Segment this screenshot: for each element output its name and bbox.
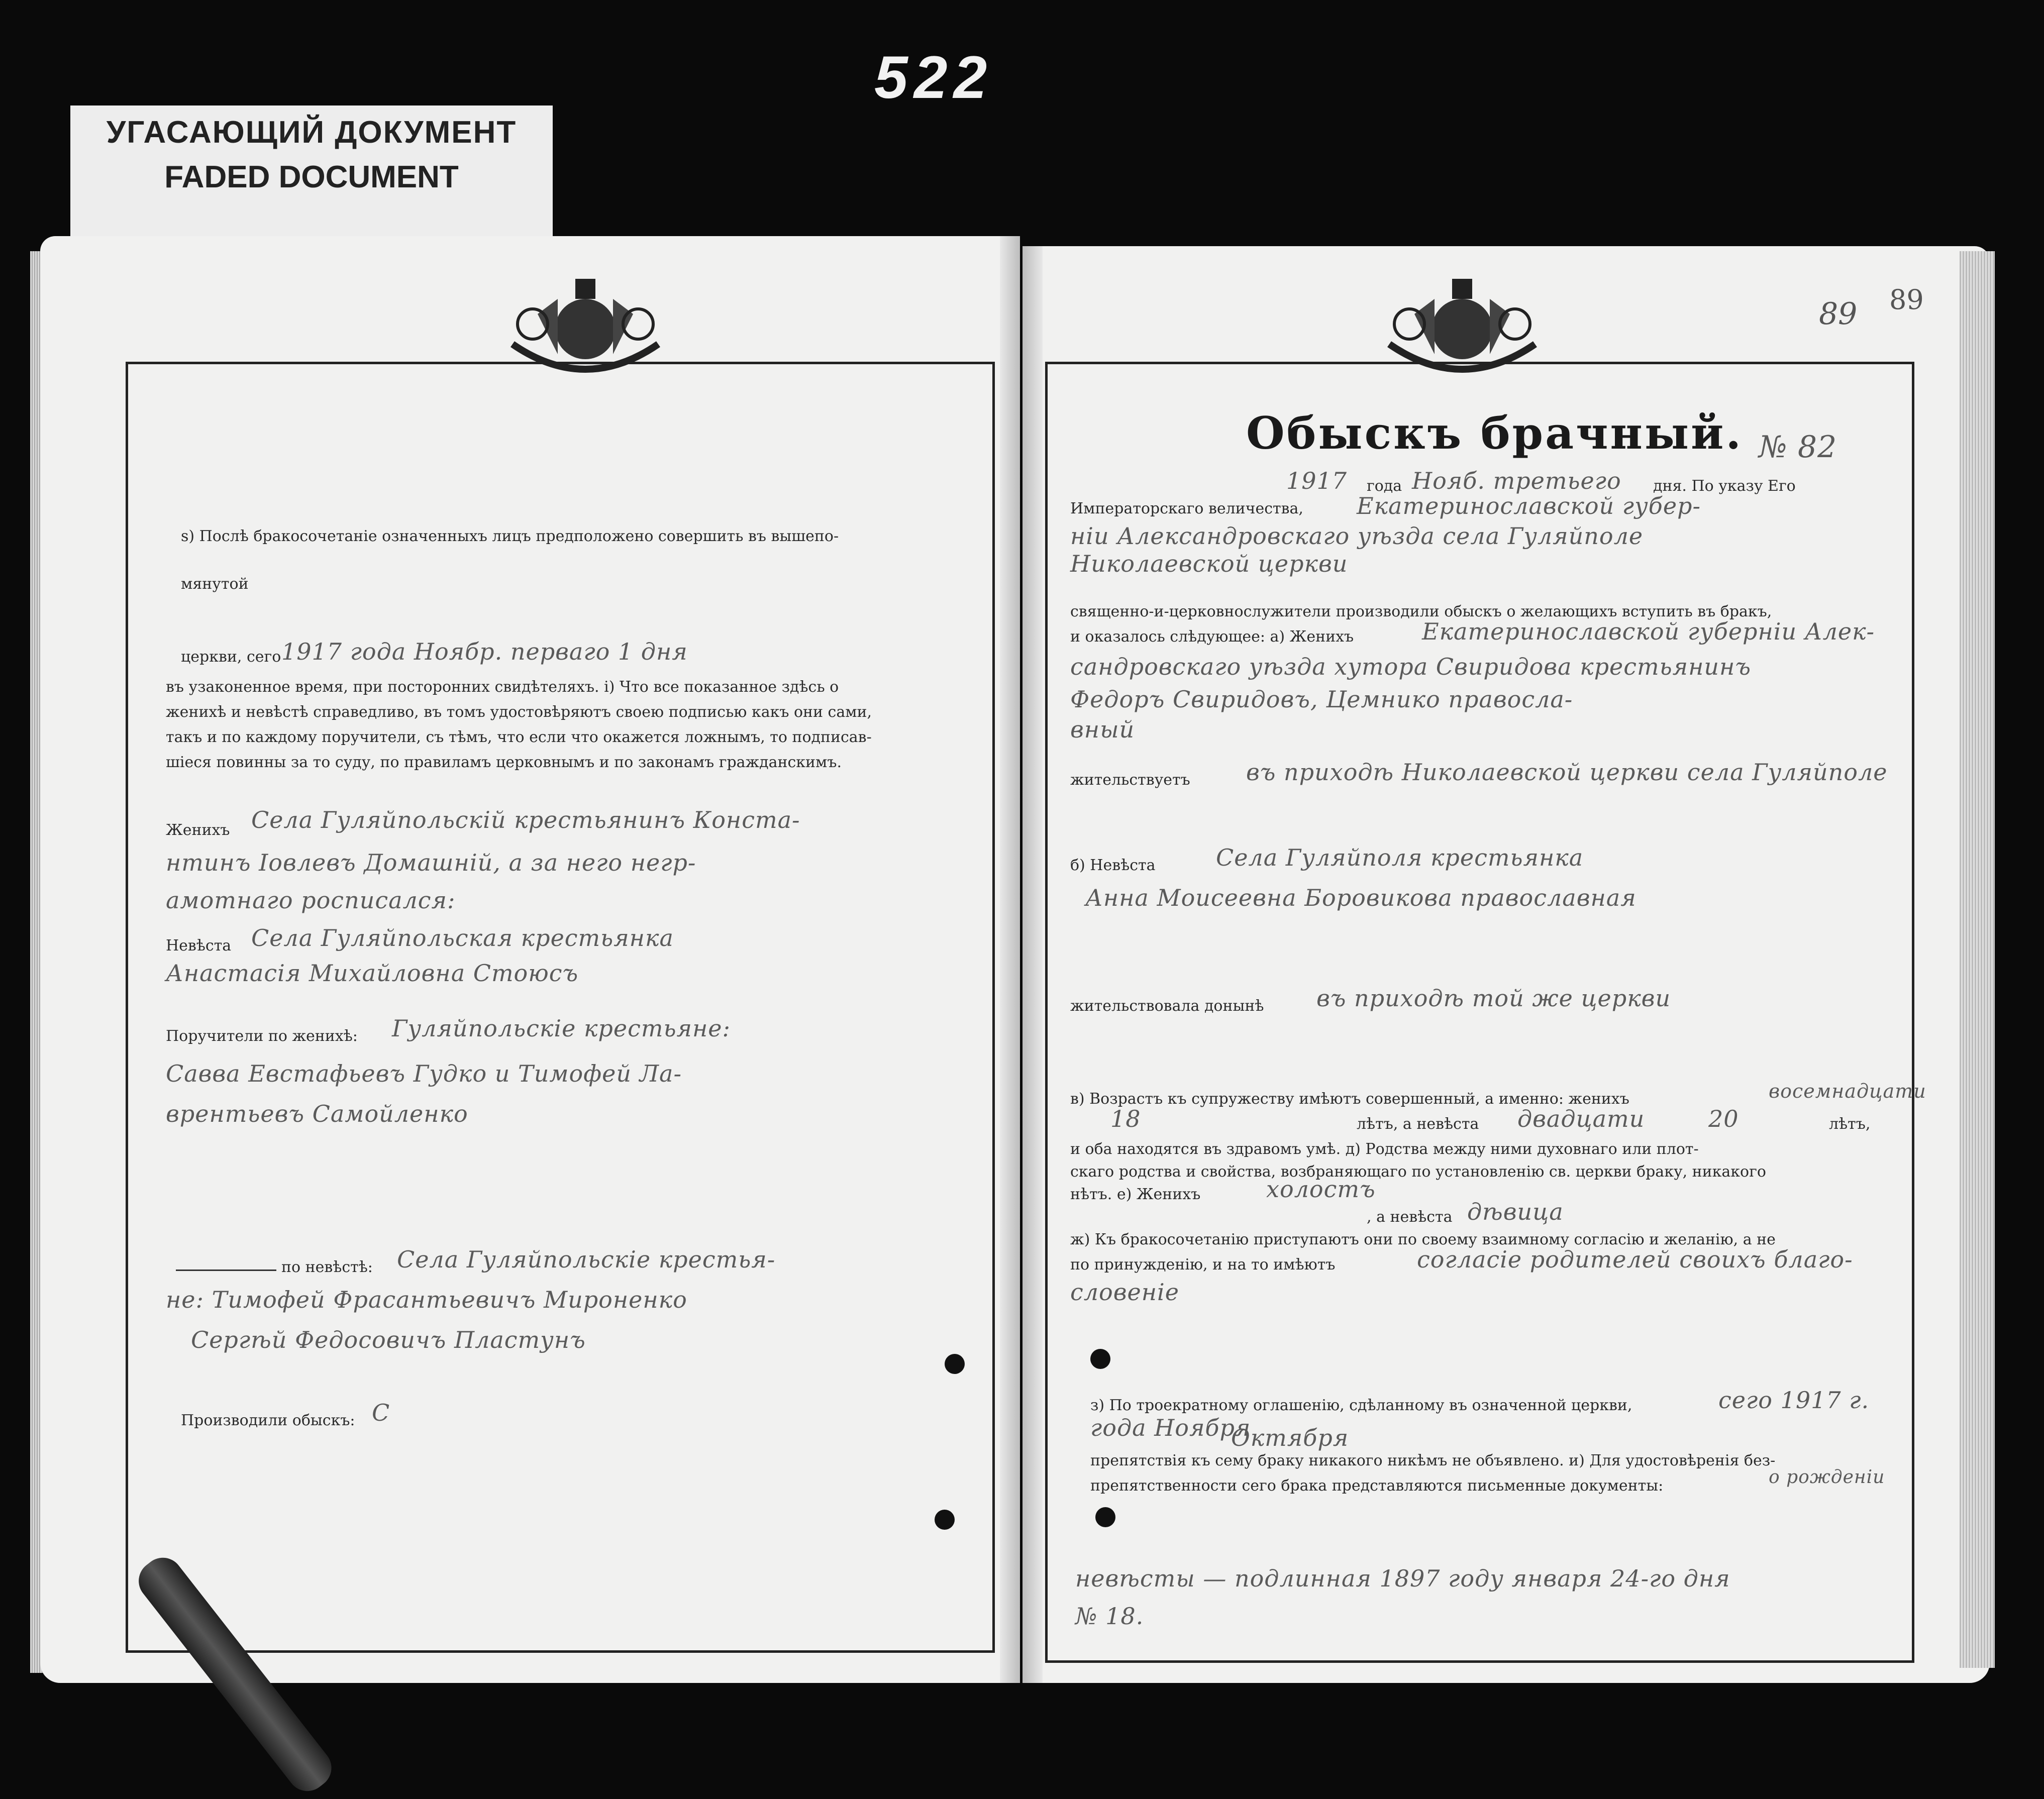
age-hand-3: двадцати <box>1517 1105 1645 1132</box>
church-date-handwriting: 1917 года Ноябр. перваго 1 дня <box>281 638 688 665</box>
sureties-groom-line-1: Гуляйпольскіе крестьяне: <box>392 1015 731 1042</box>
kinship-line-3: нѣтъ. е) Женихъ <box>1070 1186 1201 1203</box>
banns-line-1: з) По троекратному оглашенію, сдѣланному въ означенной церкви, <box>1090 1397 1632 1414</box>
groom-signature-line-2: нтинъ Іовлевъ Домашній, а за него негр- <box>166 849 696 876</box>
bride-marital-label: , а невѣста <box>1367 1208 1453 1226</box>
date-handwriting: Нояб. третьего <box>1412 467 1621 494</box>
intro-hand-line-2: Екатеринославской губер- <box>1357 492 1701 519</box>
goda-label: года <box>1367 477 1402 495</box>
age-line-1: в) Возрастъ къ супружеству имѣютъ совершенный, а именно: женихъ <box>1070 1090 1629 1108</box>
sureties-groom-line-3: врентьевъ Самойленко <box>166 1100 468 1127</box>
groom-signature-line-1: Села Гуляйпольскій крестьянинъ Конста- <box>251 806 800 833</box>
banns-hand-3: Октября <box>1231 1424 1349 1451</box>
legal-line-3: такъ и по каждому поручители, съ тѣмъ, что если что окажется ложнымъ, то подписав- <box>166 728 872 746</box>
page-number-pencil: 89 <box>1819 296 1858 332</box>
bride-hand-2: Анна Моисеевна Боровикова православная <box>1085 884 1637 911</box>
binding-hole <box>1095 1507 1115 1527</box>
sureties-groom-label: Поручители по женихѣ: <box>166 1027 358 1045</box>
residence-hand: въ приходѣ Николаевской церкви села Гуляйполе <box>1246 759 1888 786</box>
dnya-label: дня. По указу Его <box>1653 477 1796 495</box>
binding-hole <box>945 1354 965 1374</box>
blank-rule <box>176 1269 276 1271</box>
imperial-crest-icon <box>502 269 668 404</box>
spine-right <box>1023 246 1043 1683</box>
page-number-printed: 89 <box>1889 284 1924 315</box>
binding-hole <box>935 1510 955 1530</box>
search-label: Производили обыскъ: <box>181 1412 355 1429</box>
imperial-crest-icon <box>1379 269 1545 404</box>
found-line: и оказалось слѣдующее: а) Женихъ <box>1070 628 1354 646</box>
bride-label: Невѣста <box>166 937 232 955</box>
book-edge-right <box>1960 251 1995 1668</box>
z-line-1: ѕ) Послѣ бракосочетаніе означенныхъ лицъ предположено совершить въ вышепо- <box>181 527 839 545</box>
frame-number: 522 <box>874 44 993 111</box>
record-number: № 82 <box>1759 430 1837 465</box>
z-line-2: мянутой <box>181 575 249 593</box>
bride-label-right: б) Невѣста <box>1070 857 1156 874</box>
consent-line-2: по принужденію, и на то имѣютъ <box>1070 1256 1336 1274</box>
sureties-bride-line-3: Сергѣй Федосовичъ Пластунъ <box>191 1326 586 1353</box>
sureties-groom-line-2: Савва Евстафьевъ Гудко и Тимофей Ла- <box>166 1060 682 1087</box>
consent-hand-2: словеніе <box>1070 1279 1179 1306</box>
kinship-line-2: скаго родства и свойства, возбраняющаго по установленію св. церкви браку, никакого <box>1070 1163 1766 1181</box>
legal-line-4: шіеся повинны за то суду, по правиламъ церковнымъ и по законамъ гражданскимъ. <box>166 754 842 771</box>
residence-label: жительствуетъ <box>1070 771 1190 789</box>
consent-line-1: ж) Къ бракосочетанію приступаютъ они по своему взаимному согласію и желанію, а не <box>1070 1231 1776 1248</box>
bride-hand-1: Села Гуляйполя крестьянка <box>1216 844 1584 871</box>
age-hand-1: восемнадцати <box>1769 1080 1926 1102</box>
sureties-bride-line-1: Села Гуляйпольскіе крестья- <box>397 1246 776 1273</box>
search-signature: С <box>372 1399 390 1426</box>
age-line-3: лѣтъ, <box>1829 1115 1871 1133</box>
year-handwriting: 1917 <box>1286 467 1348 494</box>
legal-line-2: женихѣ и невѣстѣ справедливо, въ томъ удостовѣряютъ своею подписью какъ они сами, <box>166 703 872 721</box>
church-label: церкви, сего <box>181 648 281 666</box>
intro-hand-line-4: Николаевской церкви <box>1070 550 1348 577</box>
label-line-ru: УГАСАЮЩИЙ ДОКУМЕНТ <box>106 115 517 150</box>
banns-line-3: препятственности сего брака представляются письменные документы: <box>1090 1477 1664 1495</box>
bride-marital-hand: дѣвица <box>1467 1198 1564 1225</box>
kinship-line-1: и оба находятся въ здравомъ умѣ. д) Родства между ними духовнаго или плот- <box>1070 1140 1699 1158</box>
clergy-line: священно-и-церковнослужители производили обыскъ о желающихъ вступить въ бракъ, <box>1070 603 1772 620</box>
majesty-label: Императорскаго величества, <box>1070 500 1303 517</box>
legal-line-1: въ узаконенное время, при посторонних свидѣтеляхъ. і) Что все показанное здѣсь о <box>166 678 839 696</box>
bride-signature-line-1: Села Гуляйпольская крестьянка <box>251 924 674 951</box>
binding-hole <box>1090 1349 1110 1369</box>
bride-signature-line-2: Анастасія Михайловна Стоюсъ <box>166 960 579 987</box>
groom-hand-4: вный <box>1070 716 1135 743</box>
document-title: Обыскъ брачный. <box>1246 407 1744 459</box>
left-page-border <box>126 362 995 1653</box>
bride-residence-hand: въ приходѣ той же церкви <box>1316 985 1671 1012</box>
banns-hand-1: сего 1917 г. <box>1718 1387 1870 1414</box>
age-hand-2: 18 <box>1110 1105 1141 1132</box>
intro-hand-line-3: ніи Александровскаго уѣзда села Гуляйполе <box>1070 522 1644 550</box>
bride-residence-label: жительствовала донынѣ <box>1070 997 1264 1015</box>
label-line-en: FADED DOCUMENT <box>164 160 459 194</box>
groom-signature-line-3: амотнаго росписался: <box>166 887 456 914</box>
age-line-2: лѣтъ, а невѣста <box>1357 1115 1479 1133</box>
docs-hand-2: невѣсты — подлинная 1897 году января 24-го дня <box>1075 1565 1730 1592</box>
groom-hand-3: Федоръ Свиридовъ, Цемнико правосла- <box>1070 686 1573 713</box>
sureties-bride-line-2: не: Тимофей Фрасантьевичъ Мироненко <box>166 1286 687 1313</box>
age-hand-4: 20 <box>1708 1105 1739 1132</box>
groom-label: Женихъ <box>166 821 230 839</box>
groom-hand-1: Екатеринославской губерніи Алек- <box>1422 618 1875 645</box>
groom-hand-2: сандровскаго уѣзда хутора Свиридова крестьянинъ <box>1070 653 1752 680</box>
sureties-bride-label: по невѣстѣ: <box>281 1258 373 1276</box>
banns-hand-2: года Ноября <box>1090 1414 1251 1441</box>
docs-hand-1: о рожденіи <box>1769 1467 1885 1488</box>
spine-left <box>1000 236 1020 1683</box>
docs-hand-3: № 18. <box>1075 1603 1144 1630</box>
groom-marital-hand: холостъ <box>1266 1176 1376 1203</box>
consent-hand-1: согласіе родителей своихъ благо- <box>1417 1246 1853 1273</box>
banns-line-2: препятствія къ сему браку никакого никѣмъ не объявлено. и) Для удостовѣренія без- <box>1090 1452 1776 1469</box>
